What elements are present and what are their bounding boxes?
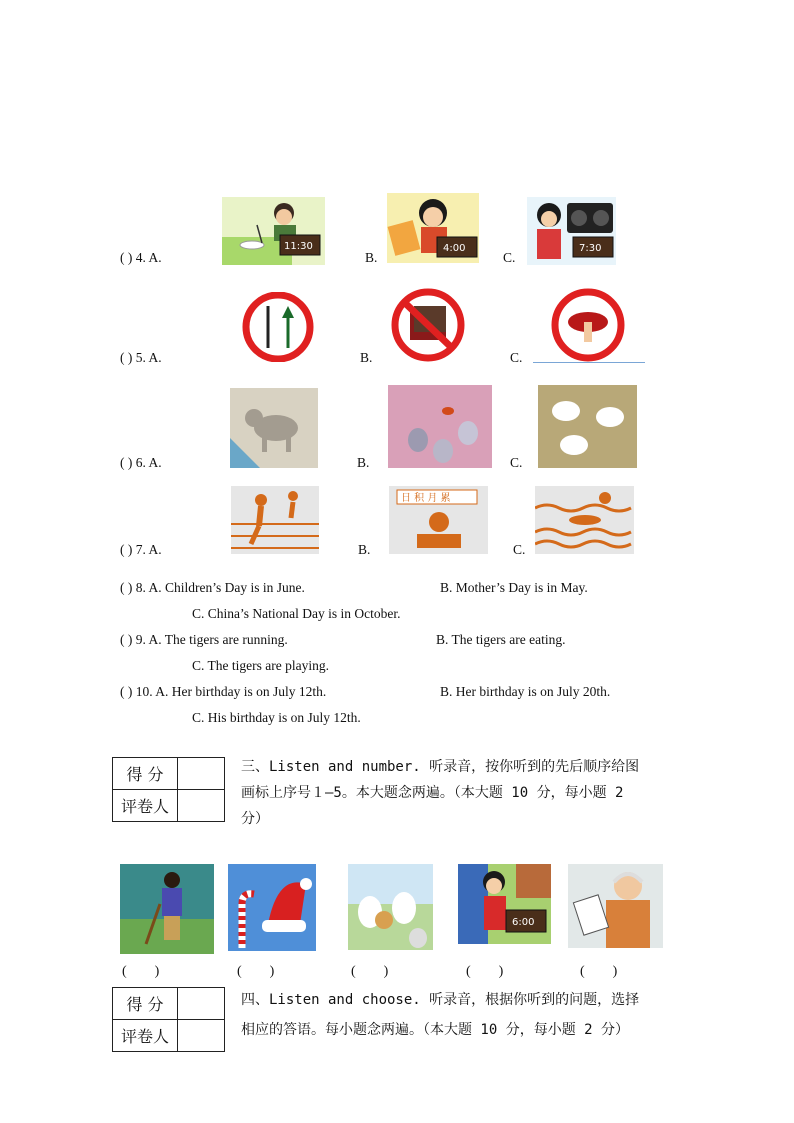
question-9-option-b: B. The tigers are eating. [436, 632, 566, 647]
question-6-stem: ( ) 6. A. [120, 455, 162, 470]
option-c-label: C. [503, 250, 516, 265]
question-9-option-c: C. The tigers are playing. [192, 658, 329, 673]
question-10-option-a: ( ) 10. A. Her birthday is on July 12th. [120, 684, 327, 699]
score-table-section-4 [112, 987, 225, 1052]
santa-hat-candy-picture [228, 864, 316, 951]
girl-reading-picture [387, 193, 479, 263]
answer-blank-3[interactable]: ( ) [351, 964, 389, 979]
option-b-label: B. [365, 250, 378, 265]
option-b-label: B. [357, 455, 370, 470]
option-c-label: C. [510, 350, 523, 365]
score-label: 得 分 [113, 988, 178, 1020]
section-4-line-2: 相应的答语。每小题念两遍。（本大题 10 分，每小题 2 分） [241, 1022, 629, 1038]
running-picture [231, 486, 319, 554]
question-5-stem: ( ) 5. A. [120, 350, 162, 365]
dog-picture [230, 388, 318, 468]
section-3-instructions [241, 754, 639, 832]
girl-clock-picture [458, 864, 551, 944]
answer-blank-4[interactable]: ( ) [466, 964, 504, 979]
girl-with-radio-picture [527, 197, 616, 265]
answer-underline [533, 362, 645, 363]
studying-picture [389, 486, 488, 554]
grandpa-reading-picture [568, 864, 663, 948]
clock-time-text: 11:30 [284, 241, 313, 252]
rabbits-picture [538, 385, 637, 468]
boy-sweeping-picture [120, 864, 214, 954]
question-8-option-b: B. Mother’s Day is in May. [440, 580, 588, 595]
section-4-instructions [241, 985, 639, 1045]
question-9-option-a: ( ) 9. A. The tigers are running. [120, 632, 288, 647]
grader-label: 评卷人 [113, 1020, 178, 1052]
boy-eating-lunch-picture [222, 197, 325, 265]
no-overtaking-sign [238, 292, 318, 362]
option-c-label: C. [513, 542, 526, 557]
option-b-label: B. [360, 350, 373, 365]
question-8-option-c: C. China’s National Day is in October. [192, 606, 401, 621]
section-3-line-3: 分） [241, 811, 269, 827]
rabbits-with-ball-picture [348, 864, 433, 950]
grader-box[interactable] [178, 1020, 225, 1052]
banner-text: 日 积 月 累 [401, 493, 451, 504]
score-table-section-3 [112, 757, 225, 822]
option-b-label: B. [358, 542, 371, 557]
question-10-option-b: B. Her birthday is on July 20th. [440, 684, 611, 699]
score-box[interactable] [178, 758, 225, 790]
rabbits-eating-carrot-picture [388, 385, 492, 468]
question-10-option-c: C. His birthday is on July 12th. [192, 710, 361, 725]
section-4-line-1: 四、Listen and choose. 听录音，根据你听到的问题，选择 [241, 992, 640, 1008]
question-7-stem: ( ) 7. A. [120, 542, 162, 557]
no-books-sign [388, 288, 468, 362]
question-4-stem: ( ) 4. A. [120, 250, 162, 265]
section-3-line-2: 画标上序号１—5。本大题念两遍。（本大题 10 分，每小题 2 [241, 785, 624, 801]
answer-blank-5[interactable]: ( ) [580, 964, 618, 979]
answer-blank-1[interactable]: ( ) [122, 964, 160, 979]
section-3-line-1: 三、Listen and number. 听录音，按你听到的先后顺序给图 [241, 759, 640, 775]
clock-time-text: 7:30 [579, 243, 602, 254]
clock-time-text: 4:00 [443, 243, 466, 254]
score-box[interactable] [178, 988, 225, 1020]
grader-label: 评卷人 [113, 790, 178, 822]
clock-time-text: 6:00 [512, 917, 535, 928]
option-c-label: C. [510, 455, 523, 470]
score-label: 得 分 [113, 758, 178, 790]
no-talking-sign [548, 288, 628, 362]
swimming-picture [535, 486, 634, 554]
answer-blank-2[interactable]: ( ) [237, 964, 275, 979]
question-8-option-a: ( ) 8. A. Children’s Day is in June. [120, 580, 305, 595]
grader-box[interactable] [178, 790, 225, 822]
